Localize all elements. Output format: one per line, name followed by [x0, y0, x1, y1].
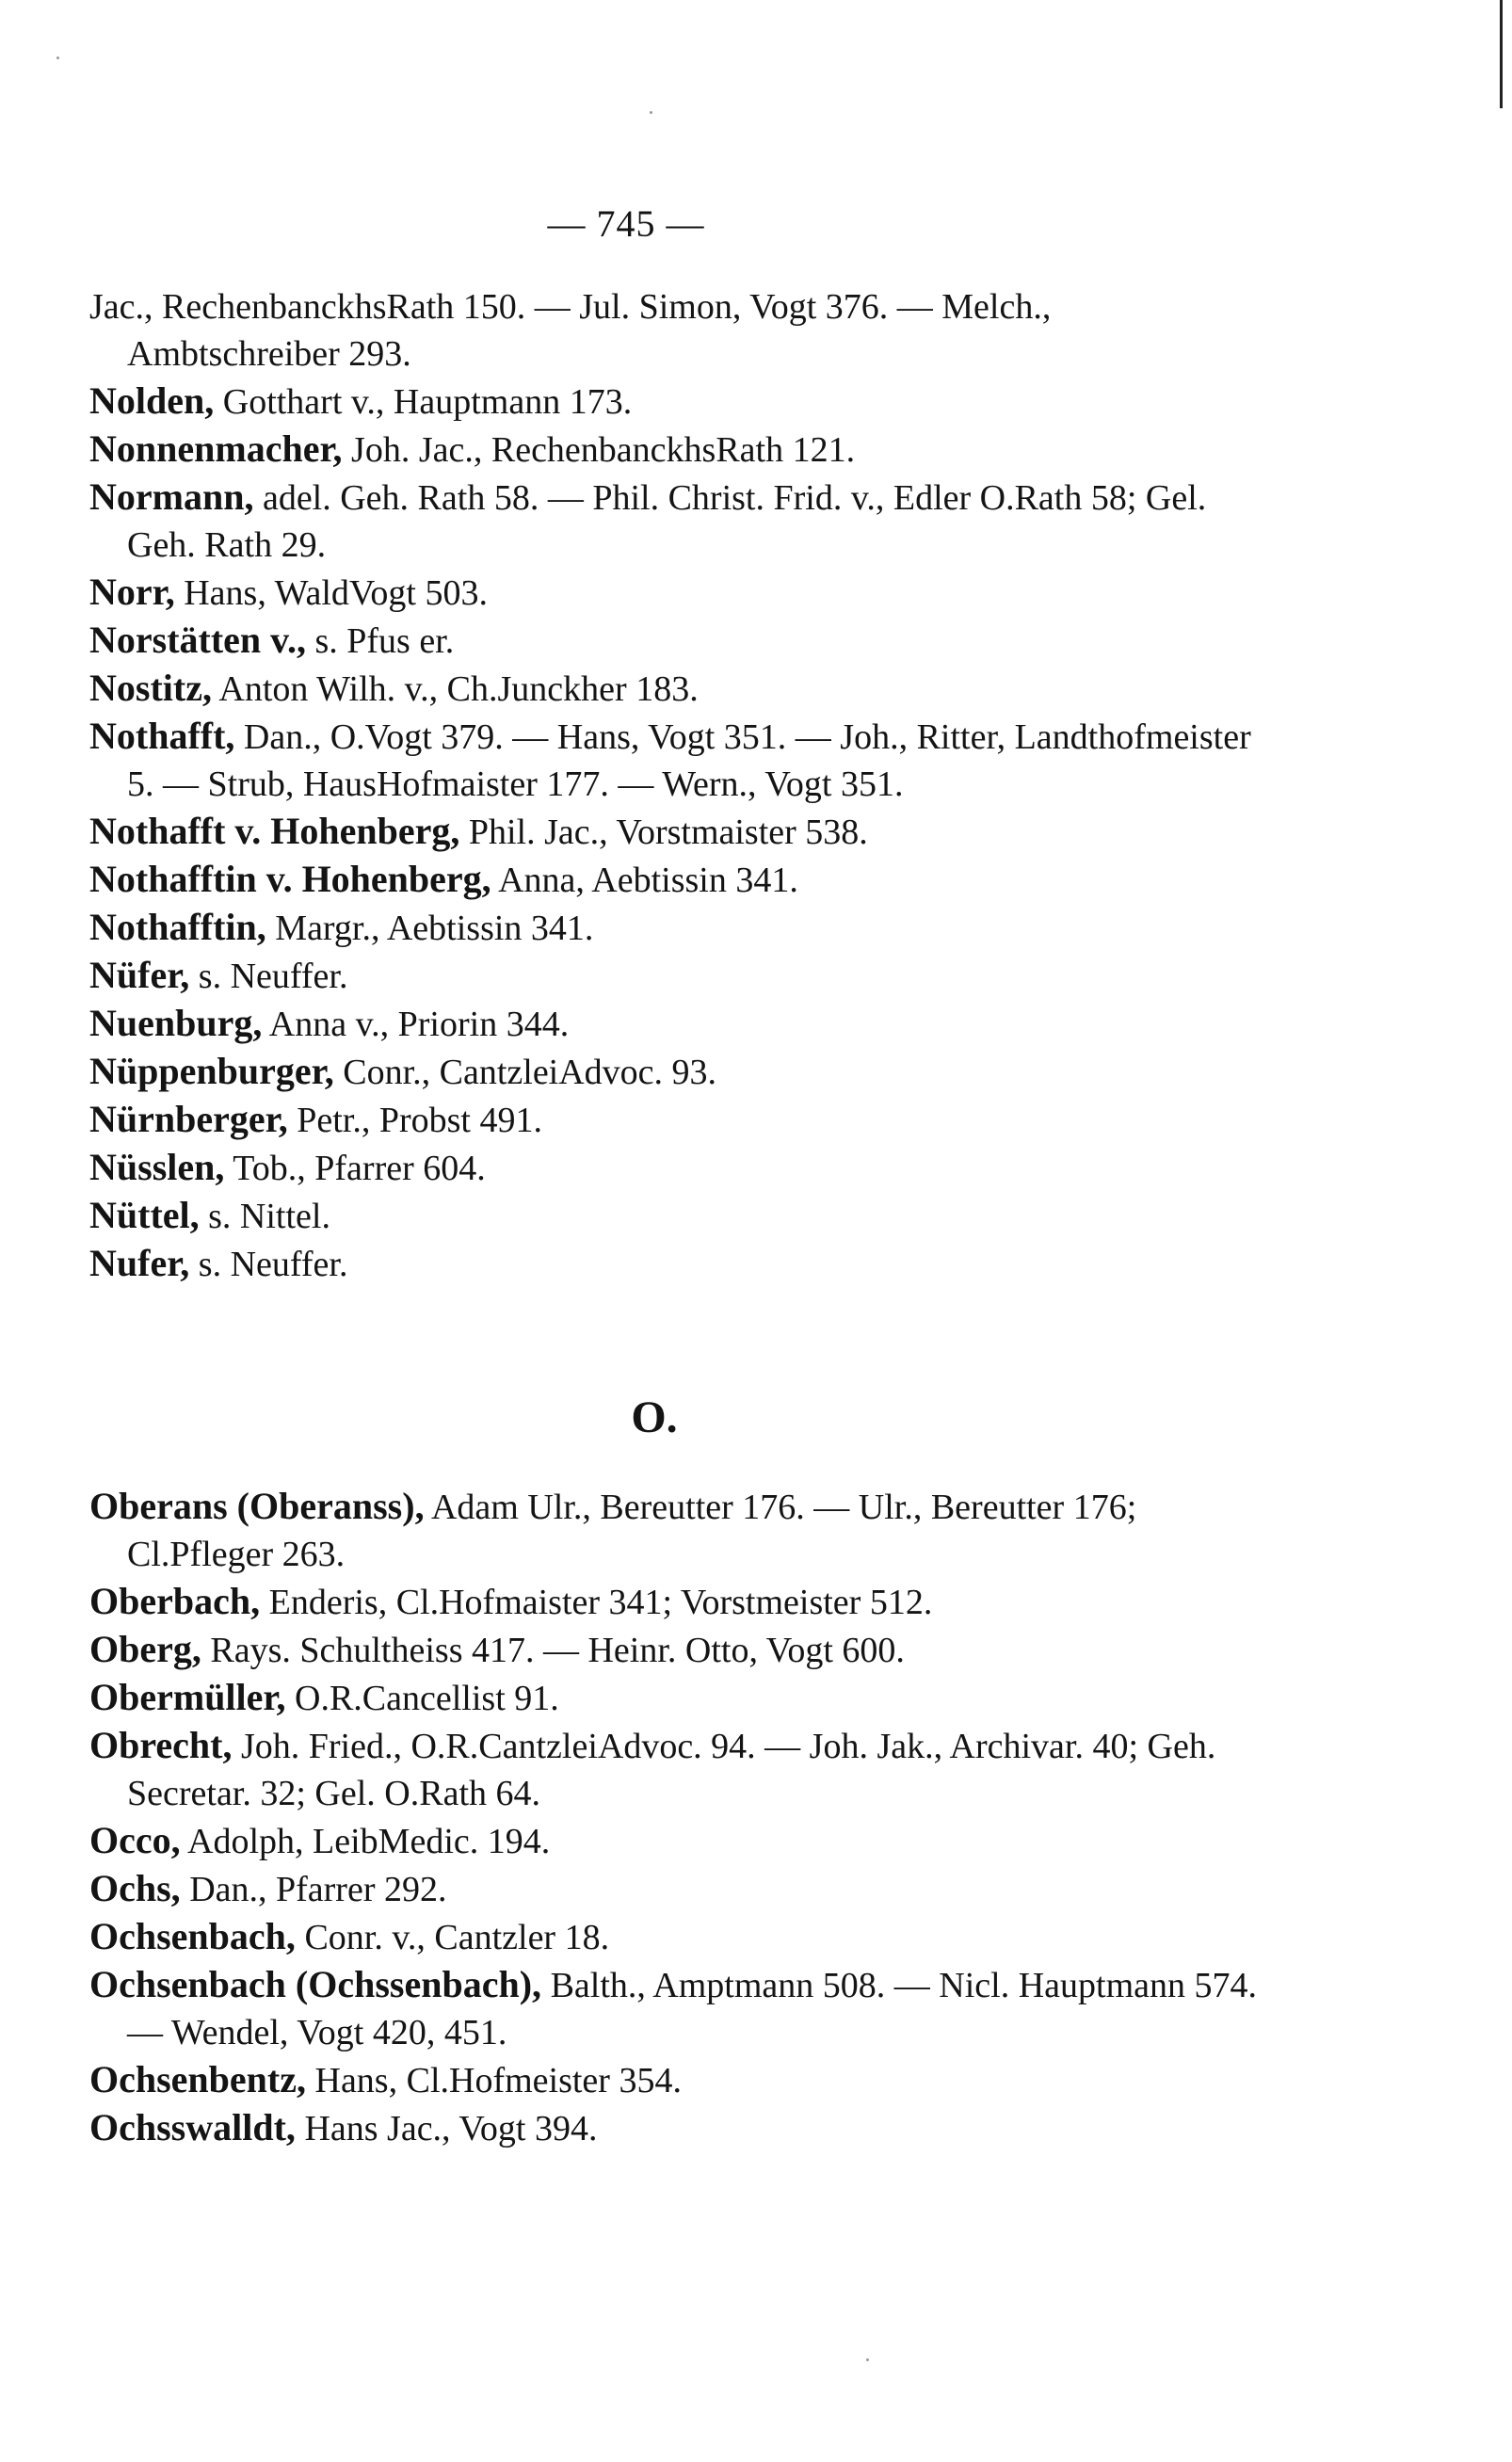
entry-text: Balth., Amptmann 508. — Nicl. Hauptmann 574. — Wendel, Vogt 420, 451. — [127, 1966, 1257, 2052]
entry-text: Gotthart v., Hauptmann 173. — [214, 382, 633, 422]
index-entry — [89, 1817, 1257, 1865]
entry-text: Dan., O.Vogt 379. — Hans, Vogt 351. — Joh., Ritter, Landthofmeister 5. — Strub, HausHofmaister 177. — Wern., Vogt 351. — [127, 717, 1251, 804]
entry-head: Nothafft, — [89, 715, 235, 757]
index-entry — [89, 2056, 1257, 2104]
entry-head: Occo, — [89, 1819, 181, 1861]
index-entry — [89, 1913, 1257, 1961]
entry-head: Normann, — [89, 475, 254, 518]
entry-text: Phil. Jac., Vorstmaister 538. — [459, 813, 868, 852]
index-entry — [89, 665, 1257, 713]
index-entry — [89, 1096, 1257, 1144]
index-entry — [89, 1144, 1257, 1192]
index-entry — [89, 1483, 1257, 1578]
entry-text: Hans, Cl.Hofmeister 354. — [306, 2061, 682, 2100]
entry-text: Hans, WaldVogt 503. — [174, 573, 488, 613]
entry-head: Oberg, — [89, 1628, 201, 1670]
entry-text: Anton Wilh. v., Ch.Junckher 183. — [211, 669, 699, 709]
index-entry — [89, 856, 1257, 904]
entry-text: Adam Ulr., Bereutter 176. — Ulr., Bereutter 176; Cl.Pfleger 263. — [127, 1488, 1137, 1574]
entry-text: Rays. Schultheiss 417. — Heinr. Otto, Vogt 600. — [201, 1631, 905, 1670]
entry-head: Nufer, — [89, 1242, 190, 1284]
entry-text: Conr. v., Cantzler 18. — [295, 1918, 610, 1957]
entry-text: Jac., RechenbanckhsRath 150. — Jul. Simon, Vogt 376. — Melch., Ambtschreiber 293. — [89, 287, 1052, 374]
index-entry — [89, 1240, 1257, 1288]
entry-head: Nothafft v. Hohenberg, — [89, 810, 460, 852]
index-entry — [89, 1961, 1257, 2056]
index-entry — [89, 1674, 1257, 1722]
speck — [866, 2358, 869, 2361]
speck — [650, 111, 652, 114]
index-entry — [89, 1048, 1257, 1096]
entry-head: Oberbach, — [89, 1580, 261, 1622]
index-entry — [89, 952, 1257, 1000]
entry-text: Conr., CantzleiAdvoc. 93. — [333, 1053, 717, 1092]
entry-head: Nuenburg, — [89, 1002, 263, 1044]
page-number: — 745 — — [547, 202, 705, 245]
entry-text: s. Neuffer. — [189, 957, 348, 996]
index-entry — [89, 1626, 1257, 1674]
entry-head: Nothafftin, — [89, 906, 266, 948]
entry-text: s. Pfus er. — [305, 621, 455, 661]
entry-head: Nonnenmacher, — [89, 427, 343, 470]
entry-head: Nostitz, — [89, 667, 212, 709]
entry-text: Anna, Aebtissin 341. — [491, 861, 798, 900]
entry-text: Enderis, Cl.Hofmaister 341; Vorstmeister 512. — [260, 1583, 933, 1622]
entry-head: Ochsswalldt, — [89, 2106, 296, 2148]
index-entry — [89, 1192, 1257, 1240]
entry-text: adel. Geh. Rath 58. — Phil. Christ. Frid. v., Edler O.Rath 58; Gel. Geh. Rath 29. — [127, 478, 1207, 565]
entry-head: Ochs, — [89, 1867, 181, 1909]
index-entry — [89, 617, 1257, 665]
entry-head: Norr, — [89, 571, 175, 613]
index-entry — [89, 1000, 1257, 1048]
entry-text: Petr., Probst 491. — [287, 1101, 542, 1140]
entry-head: Nürnberger, — [89, 1098, 288, 1140]
entry-head: Nothafftin v. Hohenberg, — [89, 858, 491, 900]
section-heading: O. — [631, 1392, 678, 1442]
entry-head: Norstätten v., — [89, 619, 306, 661]
page-edge-line — [1500, 0, 1503, 108]
index-entry — [89, 282, 1257, 378]
index-entry — [89, 2104, 1257, 2152]
index-entry — [89, 808, 1257, 856]
index-entry — [89, 1865, 1257, 1913]
entry-text: s. Nittel. — [199, 1197, 330, 1236]
index-entry — [89, 378, 1257, 426]
index-entry — [89, 713, 1257, 808]
entry-text: Margr., Aebtissin 341. — [265, 909, 594, 948]
entry-head: Ochsenbach (Ochssenbach), — [89, 1963, 542, 2005]
entry-head: Nolden, — [89, 379, 215, 422]
entry-text: Adolph, LeibMedic. 194. — [180, 1822, 551, 1861]
entry-head: Nüppenburger, — [89, 1050, 334, 1092]
entry-text: Tob., Pfarrer 604. — [224, 1149, 486, 1188]
entry-text: Dan., Pfarrer 292. — [180, 1870, 447, 1909]
index-entry — [89, 1722, 1257, 1817]
entry-head: Obermüller, — [89, 1676, 286, 1718]
entry-head: Oberans (Oberanss), — [89, 1485, 425, 1527]
entry-head: Nüttel, — [89, 1194, 200, 1236]
entry-head: Ochsenbentz, — [89, 2058, 306, 2100]
index-entry — [89, 1578, 1257, 1626]
index-entry — [89, 569, 1257, 617]
entry-text: O.R.Cancellist 91. — [285, 1679, 559, 1718]
speck — [56, 56, 59, 59]
entry-text: Anna v., Priorin 344. — [262, 1005, 570, 1044]
entries-o-list — [89, 1483, 1257, 2152]
index-entry — [89, 426, 1257, 474]
index-entry — [89, 474, 1257, 569]
entry-text: Joh. Jac., RechenbanckhsRath 121. — [342, 430, 856, 470]
entry-head: Ochsenbach, — [89, 1915, 296, 1957]
entry-head: Obrecht, — [89, 1724, 233, 1766]
entry-head: Nüfer, — [89, 954, 190, 996]
entry-text: Hans Jac., Vogt 394. — [295, 2109, 598, 2148]
entry-text: Joh. Fried., O.R.CantzleiAdvoc. 94. — Joh. Jak., Archivar. 40; Geh. Secretar. 32; Gel. O.Rath 64. — [127, 1727, 1216, 1813]
index-entry — [89, 904, 1257, 952]
entry-head: Nüsslen, — [89, 1146, 225, 1188]
entry-text: s. Neuffer. — [189, 1245, 348, 1284]
entries-n-list — [89, 282, 1257, 1288]
